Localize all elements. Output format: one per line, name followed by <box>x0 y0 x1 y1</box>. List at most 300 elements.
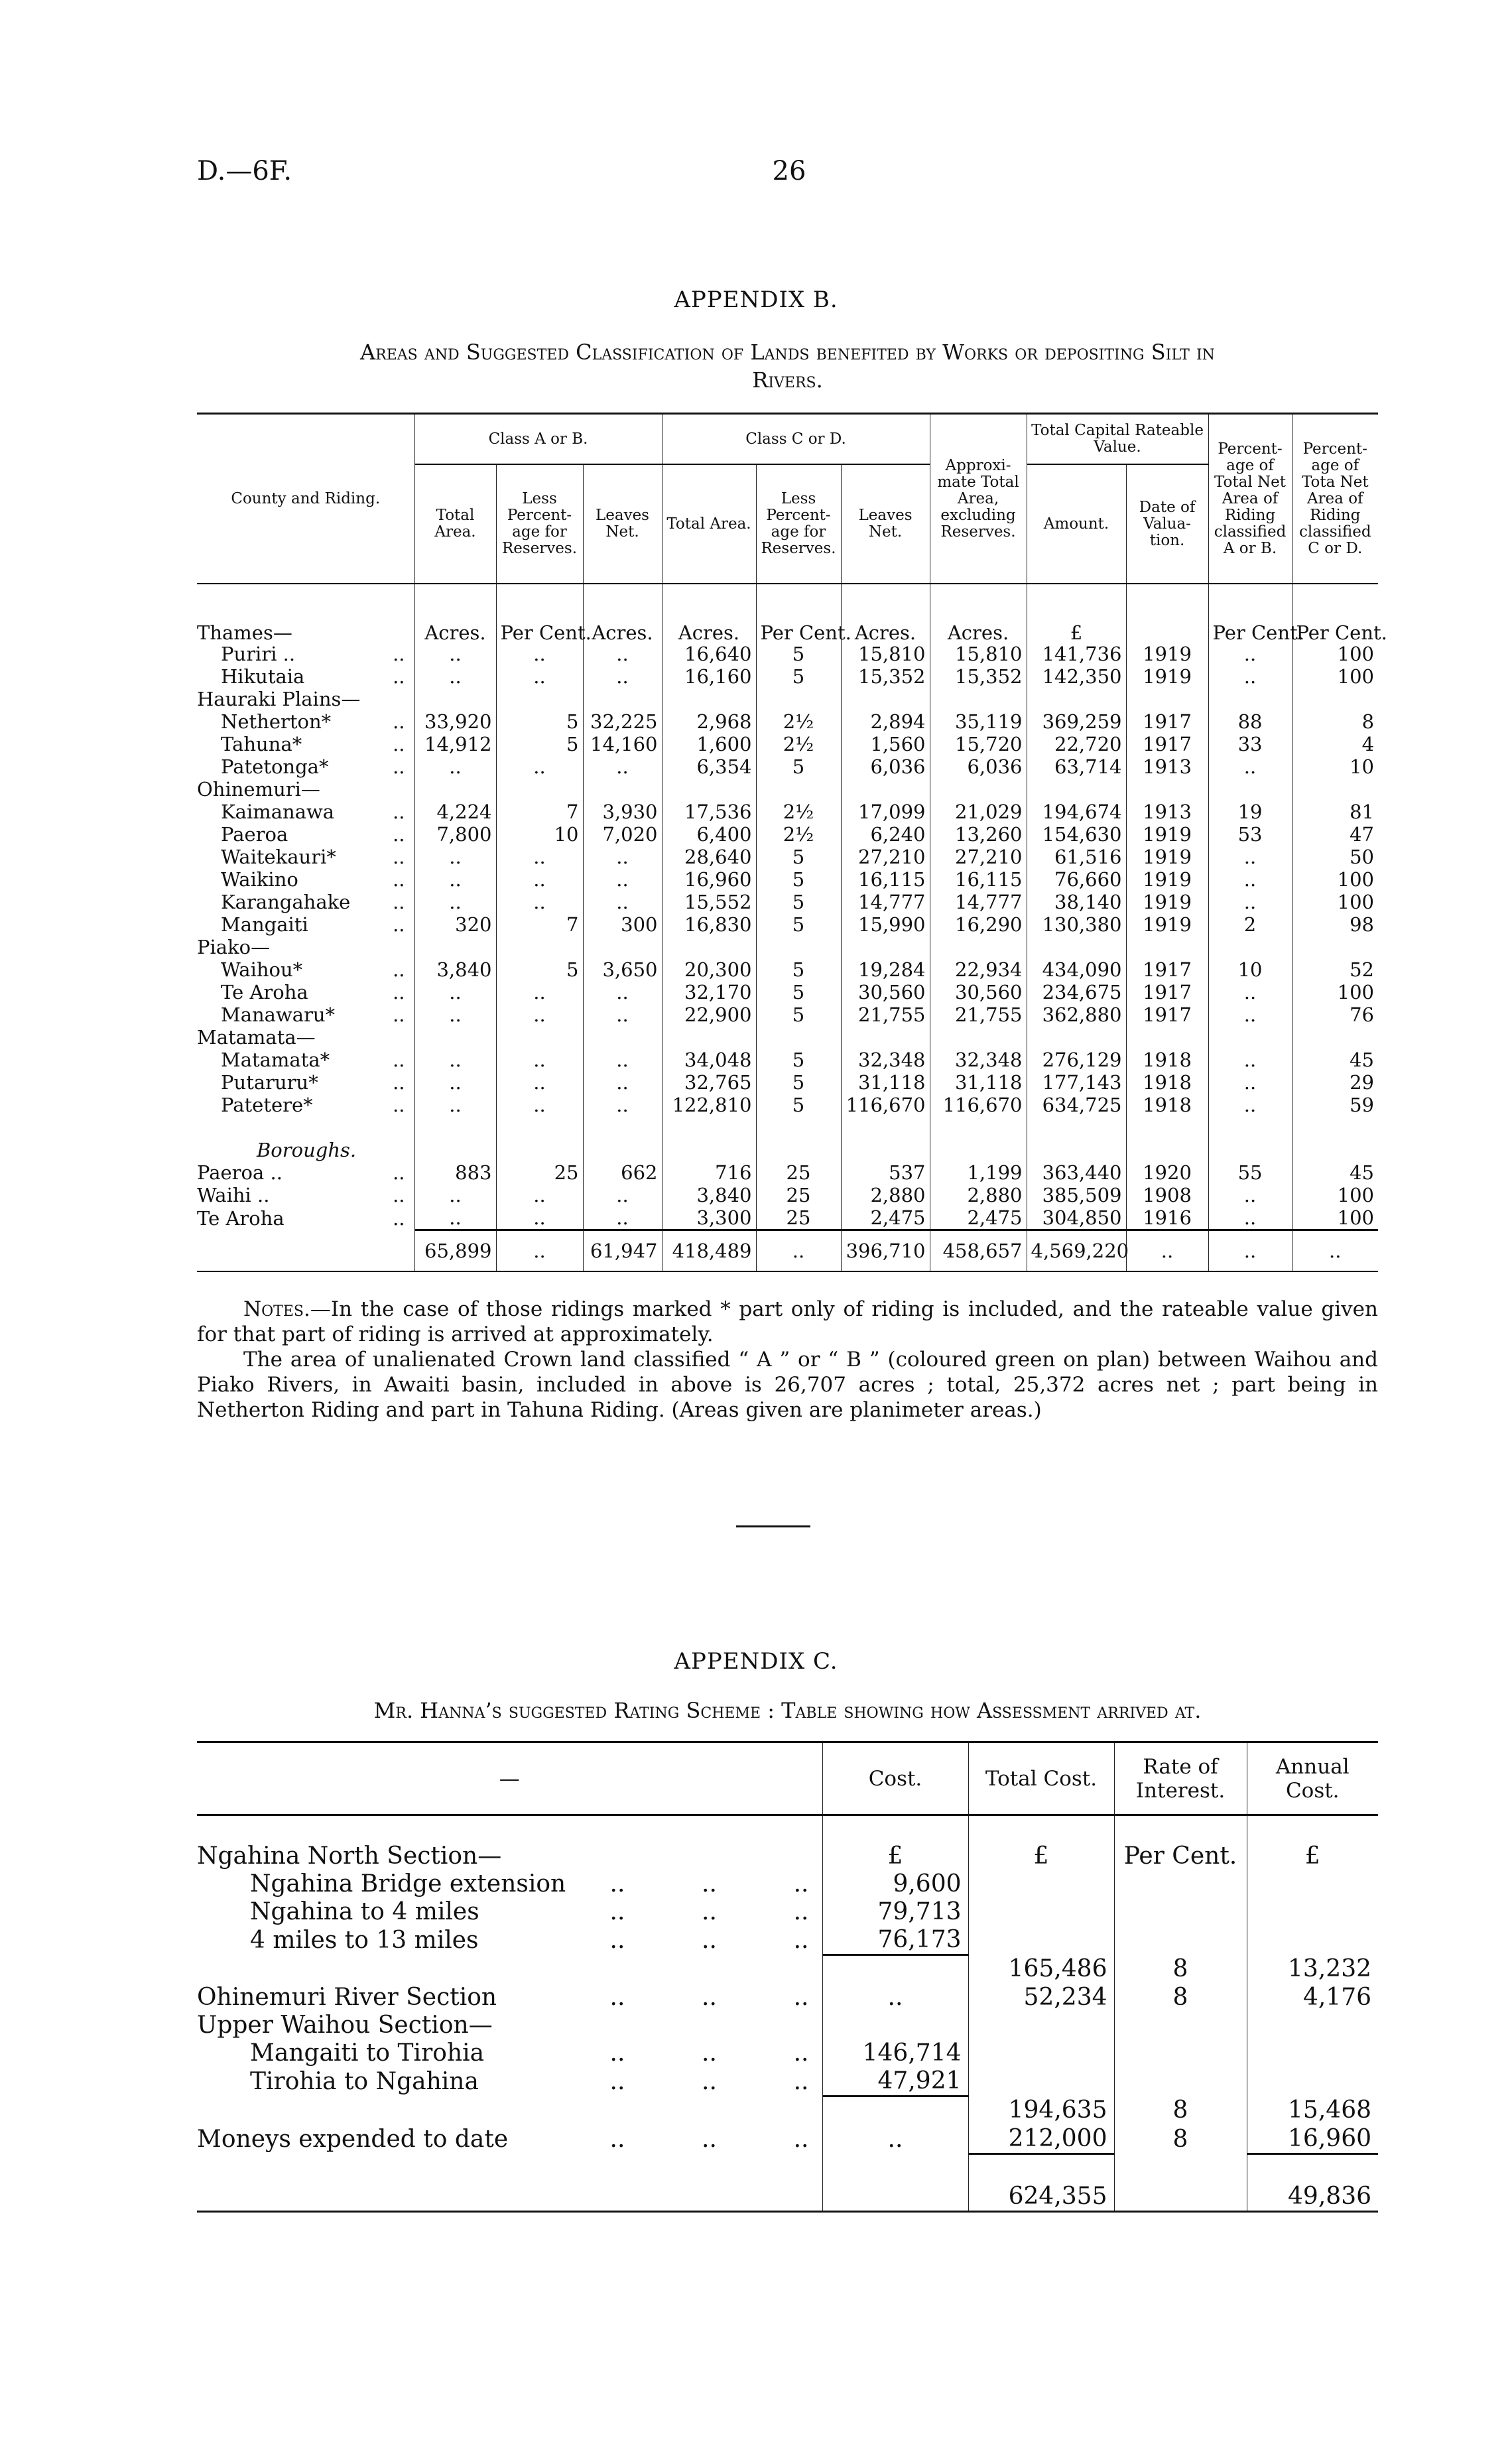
cell: 5 <box>756 958 841 981</box>
cell <box>414 936 496 958</box>
unit-label: Acres. <box>414 584 496 643</box>
header-date-valuation: Date of Valua-tion. <box>1126 464 1208 584</box>
cell: .. <box>414 755 496 778</box>
cell: 396,710 <box>841 1230 930 1272</box>
cell <box>756 1026 841 1049</box>
cell: 418,489 <box>662 1230 756 1272</box>
header-ab-total-area: Total Area. <box>414 464 496 584</box>
cell: .. <box>583 1071 662 1094</box>
cell: 15,720 <box>930 733 1027 755</box>
riding-label: Paeroa .. <box>197 1161 283 1184</box>
total-cell <box>968 2067 1114 2096</box>
riding-label: Waihou* <box>221 958 303 981</box>
cell <box>496 1026 583 1049</box>
cell: 13,260 <box>930 823 1027 846</box>
group-label: Thames— <box>197 621 292 644</box>
table-row <box>197 1184 1378 1206</box>
leader-dots: .. <box>393 913 405 936</box>
cell: 14,160 <box>583 733 662 755</box>
cell: 100 <box>1292 643 1378 665</box>
cell <box>1292 1139 1378 1161</box>
table-row <box>197 2012 1378 2039</box>
cell <box>1027 1026 1126 1049</box>
cell: .. <box>583 665 662 688</box>
cell: .. <box>1208 1071 1292 1094</box>
header-cd-less-pct: Less Percent-age for Reserves. <box>756 464 841 584</box>
note-1-text: —In the case of those ridings marked * part only of riding is included, and the rateable value given for that part of riding is arrived at approximately. <box>197 1297 1378 1346</box>
cell: 61,947 <box>583 1230 662 1272</box>
cell <box>1208 1139 1292 1161</box>
cell: .. <box>583 1206 662 1230</box>
cell: 52 <box>1292 958 1378 981</box>
appendix-c-subtitle: Mr. Hanna’s suggested Rating Scheme : Table showing how Assessment arrived at. <box>373 1698 1202 1723</box>
cell <box>414 688 496 710</box>
cell: 6,400 <box>662 823 756 846</box>
cell: 369,259 <box>1027 710 1126 733</box>
riding-label: Puriri .. <box>221 643 296 665</box>
cell: .. <box>1208 1184 1292 1206</box>
unit-label <box>1126 584 1208 643</box>
cell <box>662 778 756 801</box>
riding-label: Waikino <box>221 868 298 891</box>
cell: 154,630 <box>1027 823 1126 846</box>
table-row <box>197 2039 1378 2067</box>
cell <box>1027 688 1126 710</box>
cost-cell: 76,173 <box>822 1926 968 1955</box>
cell: 1918 <box>1126 1049 1208 1071</box>
item-label: 4 miles to 13 miles <box>250 1926 479 1954</box>
cell: 16,640 <box>662 643 756 665</box>
cell: .. <box>496 1094 583 1116</box>
annual-cell <box>1247 2039 1378 2067</box>
cell <box>1027 936 1126 958</box>
cell: 362,880 <box>1027 1003 1126 1026</box>
cell: 3,840 <box>414 958 496 981</box>
cell: 1913 <box>1126 755 1208 778</box>
rate-cell: 8 <box>1114 2125 1247 2154</box>
cell <box>930 1116 1027 1139</box>
cell: 22,720 <box>1027 733 1126 755</box>
rate-cell: Per Cent. <box>1114 1815 1247 1871</box>
cell: 6,354 <box>662 755 756 778</box>
cell: .. <box>756 1230 841 1272</box>
cell <box>1292 1116 1378 1139</box>
annual-cell <box>1247 2067 1378 2096</box>
leader-dots: .. .. .. <box>609 1926 809 1954</box>
leader-dots: .. <box>393 846 405 868</box>
cell: 5 <box>756 913 841 936</box>
cell <box>1027 1116 1126 1139</box>
riding-label: Waitekauri* <box>221 846 336 868</box>
cell: .. <box>1208 643 1292 665</box>
cell: 76,660 <box>1027 868 1126 891</box>
cell: .. <box>1208 1049 1292 1071</box>
cost-cell <box>822 2096 968 2126</box>
total-cell: 194,635 <box>968 2096 1114 2126</box>
cell: 100 <box>1292 981 1378 1003</box>
cell: 130,380 <box>1027 913 1126 936</box>
table-row <box>197 1206 1378 1230</box>
riding-label: Kaimanawa <box>221 801 335 823</box>
cell: .. <box>496 891 583 913</box>
cost-cell <box>822 2154 968 2183</box>
rate-cell <box>1114 1926 1247 1955</box>
cell: .. <box>496 1049 583 1071</box>
cell: .. <box>496 1230 583 1272</box>
header-rateable-value: Total Capital Rateable Value. <box>1027 414 1208 465</box>
spacer-row <box>197 1116 1378 1139</box>
cell <box>1208 688 1292 710</box>
total-cell <box>968 2154 1114 2183</box>
item-label: Tirohia to Ngahina <box>250 2067 479 2095</box>
cell: 29 <box>1292 1071 1378 1094</box>
cell: .. <box>496 1206 583 1230</box>
riding-label: Waihi .. <box>197 1184 270 1206</box>
notes <box>197 1297 1378 1423</box>
rate-cell <box>1114 2183 1247 2212</box>
cell: 45 <box>1292 1049 1378 1071</box>
cell: 53 <box>1208 823 1292 846</box>
riding-name <box>197 1094 414 1116</box>
cell: 300 <box>583 913 662 936</box>
cell: 3,840 <box>662 1184 756 1206</box>
table-row <box>197 846 1378 868</box>
header-class-ab: Class A or B. <box>414 414 662 465</box>
rate-cell <box>1114 2067 1247 2096</box>
cell: 1918 <box>1126 1071 1208 1094</box>
cell <box>1208 778 1292 801</box>
leader-dots: .. <box>393 981 405 1003</box>
table-row <box>197 891 1378 913</box>
cell <box>930 1026 1027 1049</box>
total-cell <box>968 2012 1114 2039</box>
cell <box>496 936 583 958</box>
cell: 35,119 <box>930 710 1027 733</box>
item-label-cell <box>197 1870 822 1898</box>
leader-dots: .. <box>393 665 405 688</box>
cell <box>1126 778 1208 801</box>
header-annual-cost: Annual Cost. <box>1247 1742 1378 1815</box>
riding-name <box>197 1049 414 1071</box>
document-reference: D.—6F. <box>197 156 292 186</box>
cell: 3,300 <box>662 1206 756 1230</box>
cell: 14,912 <box>414 733 496 755</box>
cell: 100 <box>1292 665 1378 688</box>
cell: 65,899 <box>414 1230 496 1272</box>
table-row <box>197 755 1378 778</box>
item-label-cell <box>197 2183 822 2212</box>
cell: 15,552 <box>662 891 756 913</box>
cell: 116,670 <box>841 1094 930 1116</box>
cell: 21,755 <box>930 1003 1027 1026</box>
appendix-b-subtitle <box>197 338 1378 394</box>
item-label: Moneys expended to date <box>197 2125 509 2153</box>
cell: .. <box>414 1184 496 1206</box>
cell: .. <box>583 1049 662 1071</box>
cell: 1919 <box>1126 665 1208 688</box>
table-row <box>197 1094 1378 1116</box>
cell <box>583 778 662 801</box>
cell: 27,210 <box>841 846 930 868</box>
cell: .. <box>496 643 583 665</box>
table-row <box>197 2154 1378 2183</box>
cell: 88 <box>1208 710 1292 733</box>
cell: 2,880 <box>930 1184 1027 1206</box>
cell <box>756 778 841 801</box>
cell: 141,736 <box>1027 643 1126 665</box>
cell: 385,509 <box>1027 1184 1126 1206</box>
riding-name <box>197 1184 414 1206</box>
cell: .. <box>1208 846 1292 868</box>
item-label: Mangaiti to Tirohia <box>250 2039 485 2067</box>
annual-cell: 16,960 <box>1247 2125 1378 2154</box>
cell: .. <box>496 755 583 778</box>
cost-cell: 79,713 <box>822 1898 968 1926</box>
group-row <box>197 936 1378 958</box>
table-row <box>197 1984 1378 2012</box>
header-class-cd: Class C or D. <box>662 414 930 465</box>
cell: 1,600 <box>662 733 756 755</box>
cell: 5 <box>496 958 583 981</box>
cell: 33,920 <box>414 710 496 733</box>
cell: 2,475 <box>930 1206 1027 1230</box>
header-ab-less-pct: Less Percent-age for Reserves. <box>496 464 583 584</box>
cell: .. <box>583 891 662 913</box>
riding-label: Boroughs. <box>257 1139 357 1161</box>
cell: .. <box>1208 1230 1292 1272</box>
riding-name <box>197 981 414 1003</box>
cell <box>930 778 1027 801</box>
cell: 116,670 <box>930 1094 1027 1116</box>
cell: 122,810 <box>662 1094 756 1116</box>
cell: 16,160 <box>662 665 756 688</box>
leader-dots: .. .. .. <box>609 1984 809 2011</box>
riding-label: Patetere* <box>221 1094 313 1116</box>
unit-label: Acres. <box>841 584 930 643</box>
leader-dots: .. <box>393 710 405 733</box>
cell: .. <box>1208 981 1292 1003</box>
cell <box>930 688 1027 710</box>
cell <box>662 1139 756 1161</box>
cell: 458,657 <box>930 1230 1027 1272</box>
table-row <box>197 1003 1378 1026</box>
cell: 6,240 <box>841 823 930 846</box>
riding-name <box>197 1206 414 1230</box>
cell: .. <box>1208 665 1292 688</box>
header-pct-ab: Percent-age of Total Net Area of Riding classified A or B. <box>1208 414 1292 584</box>
cell: 1917 <box>1126 1003 1208 1026</box>
leader-dots: .. <box>393 801 405 823</box>
cell: .. <box>1208 1206 1292 1230</box>
header-cd-total-area: Total Area. <box>662 464 756 584</box>
cell: 1919 <box>1126 823 1208 846</box>
annual-cell <box>1247 2012 1378 2039</box>
cell: .. <box>496 665 583 688</box>
cell <box>1292 936 1378 958</box>
cell: 14,777 <box>841 891 930 913</box>
item-label-cell <box>197 1955 822 1984</box>
cell: 21,755 <box>841 1003 930 1026</box>
unit-label: Acres. <box>930 584 1027 643</box>
cell <box>662 688 756 710</box>
cell: .. <box>414 643 496 665</box>
leader-dots: .. .. .. <box>609 1870 809 1897</box>
riding-label: Hauraki Plains— <box>197 688 361 710</box>
cell: 98 <box>1292 913 1378 936</box>
cell: 5 <box>756 891 841 913</box>
cell <box>841 1139 930 1161</box>
rate-cell: 8 <box>1114 1984 1247 2012</box>
cell: 21,029 <box>930 801 1027 823</box>
cell: 1919 <box>1126 868 1208 891</box>
riding-label: Manawaru* <box>221 1003 336 1026</box>
cell: 31,118 <box>930 1071 1027 1094</box>
cell: .. <box>583 1184 662 1206</box>
cell: 32,348 <box>930 1049 1027 1071</box>
cell: 2 <box>1208 913 1292 936</box>
cell: 1917 <box>1126 981 1208 1003</box>
cell: 276,129 <box>1027 1049 1126 1071</box>
riding-name <box>197 1230 414 1272</box>
cell: 7,800 <box>414 823 496 846</box>
leader-dots: .. <box>393 755 405 778</box>
cell: 33 <box>1208 733 1292 755</box>
cell <box>841 1116 930 1139</box>
cell: 17,099 <box>841 801 930 823</box>
cell: 4 <box>1292 733 1378 755</box>
table-row <box>197 710 1378 733</box>
cell: 1919 <box>1126 913 1208 936</box>
cell: .. <box>583 1094 662 1116</box>
header-cost: Cost. <box>822 1742 968 1815</box>
cell: 1919 <box>1126 846 1208 868</box>
leader-dots: .. <box>393 958 405 981</box>
cell: 5 <box>756 665 841 688</box>
cost-cell <box>822 2183 968 2212</box>
riding-name <box>197 1071 414 1094</box>
cell: .. <box>583 981 662 1003</box>
cell: .. <box>414 1003 496 1026</box>
cell: 22,934 <box>930 958 1027 981</box>
notes-lead: Notes. <box>243 1297 310 1321</box>
cell <box>414 1116 496 1139</box>
units-row <box>197 584 1378 643</box>
cell: 1917 <box>1126 958 1208 981</box>
riding-label: Patetonga* <box>221 755 329 778</box>
cell: 2,968 <box>662 710 756 733</box>
cell: .. <box>414 1094 496 1116</box>
cell: 716 <box>662 1161 756 1184</box>
cell: 16,960 <box>662 868 756 891</box>
cell: 363,440 <box>1027 1161 1126 1184</box>
unit-label: Per Cent. <box>756 584 841 643</box>
cell: 34,048 <box>662 1049 756 1071</box>
total-cell: 165,486 <box>968 1955 1114 1984</box>
table-row <box>197 823 1378 846</box>
cell: 16,830 <box>662 913 756 936</box>
cell: 8 <box>1292 710 1378 733</box>
total-cell: 52,234 <box>968 1984 1114 2012</box>
cell: .. <box>414 1206 496 1230</box>
cell <box>662 1026 756 1049</box>
cell: 25 <box>756 1161 841 1184</box>
cell <box>583 1139 662 1161</box>
cell: 6,036 <box>841 755 930 778</box>
item-label: Upper Waihou Section— <box>197 2012 493 2039</box>
leader-dots: .. <box>393 1003 405 1026</box>
cell: .. <box>1126 1230 1208 1272</box>
cost-cell: 9,600 <box>822 1870 968 1898</box>
cell <box>1208 1026 1292 1049</box>
riding-label: Te Aroha <box>197 1206 284 1230</box>
total-cell: £ <box>968 1815 1114 1871</box>
appendix-b-subtitle-line2: Rivers. <box>752 367 823 393</box>
cell <box>1126 688 1208 710</box>
cell: 38,140 <box>1027 891 1126 913</box>
cell: 5 <box>756 846 841 868</box>
annual-cell: 4,176 <box>1247 1984 1378 2012</box>
riding-name <box>197 1026 414 1049</box>
cell: 304,850 <box>1027 1206 1126 1230</box>
rate-cell <box>1114 2012 1247 2039</box>
cell: 1919 <box>1126 643 1208 665</box>
table-row <box>197 1161 1378 1184</box>
riding-label: Matamata* <box>221 1049 330 1071</box>
cost-cell <box>822 1955 968 1984</box>
cell <box>662 936 756 958</box>
cell: .. <box>1208 1003 1292 1026</box>
cell: 1916 <box>1126 1206 1208 1230</box>
riding-label: Karangahake <box>221 891 351 913</box>
cell <box>930 1139 1027 1161</box>
riding-label: Netherton* <box>221 710 332 733</box>
cell: 15,810 <box>841 643 930 665</box>
unit-label: Per Cent. <box>1292 584 1378 643</box>
cell: 320 <box>414 913 496 936</box>
leader-dots: .. <box>393 643 405 665</box>
leader-dots: .. .. .. <box>609 2039 809 2067</box>
appendix-b-table <box>197 413 1387 1272</box>
total-cell <box>968 1926 1114 1955</box>
header-ab-leaves-net: Leaves Net. <box>583 464 662 584</box>
rate-cell: 8 <box>1114 1955 1247 1984</box>
group-row <box>197 778 1378 801</box>
cell: 16,115 <box>930 868 1027 891</box>
cell: 5 <box>756 1071 841 1094</box>
cell: 10 <box>496 823 583 846</box>
table-row <box>197 1926 1378 1955</box>
riding-label: Ohinemuri— <box>197 778 320 801</box>
cell: 81 <box>1292 801 1378 823</box>
table-row <box>197 643 1378 665</box>
cell <box>583 688 662 710</box>
cell <box>1292 778 1378 801</box>
annual-cell: 15,468 <box>1247 2096 1378 2126</box>
leader-dots: .. .. .. <box>609 1898 809 1925</box>
unit-label: Per Cent. <box>1208 584 1292 643</box>
cell: 17,536 <box>662 801 756 823</box>
table-row <box>197 2067 1378 2096</box>
note-1 <box>197 1297 1378 1347</box>
cell: 537 <box>841 1161 930 1184</box>
cell: 7 <box>496 913 583 936</box>
cell: 3,930 <box>583 801 662 823</box>
riding-label: Putaruru* <box>221 1071 318 1094</box>
appendix-b-title: APPENDIX B. <box>674 287 838 313</box>
annual-cell <box>1247 1870 1378 1898</box>
cell: 100 <box>1292 1184 1378 1206</box>
cell <box>583 936 662 958</box>
